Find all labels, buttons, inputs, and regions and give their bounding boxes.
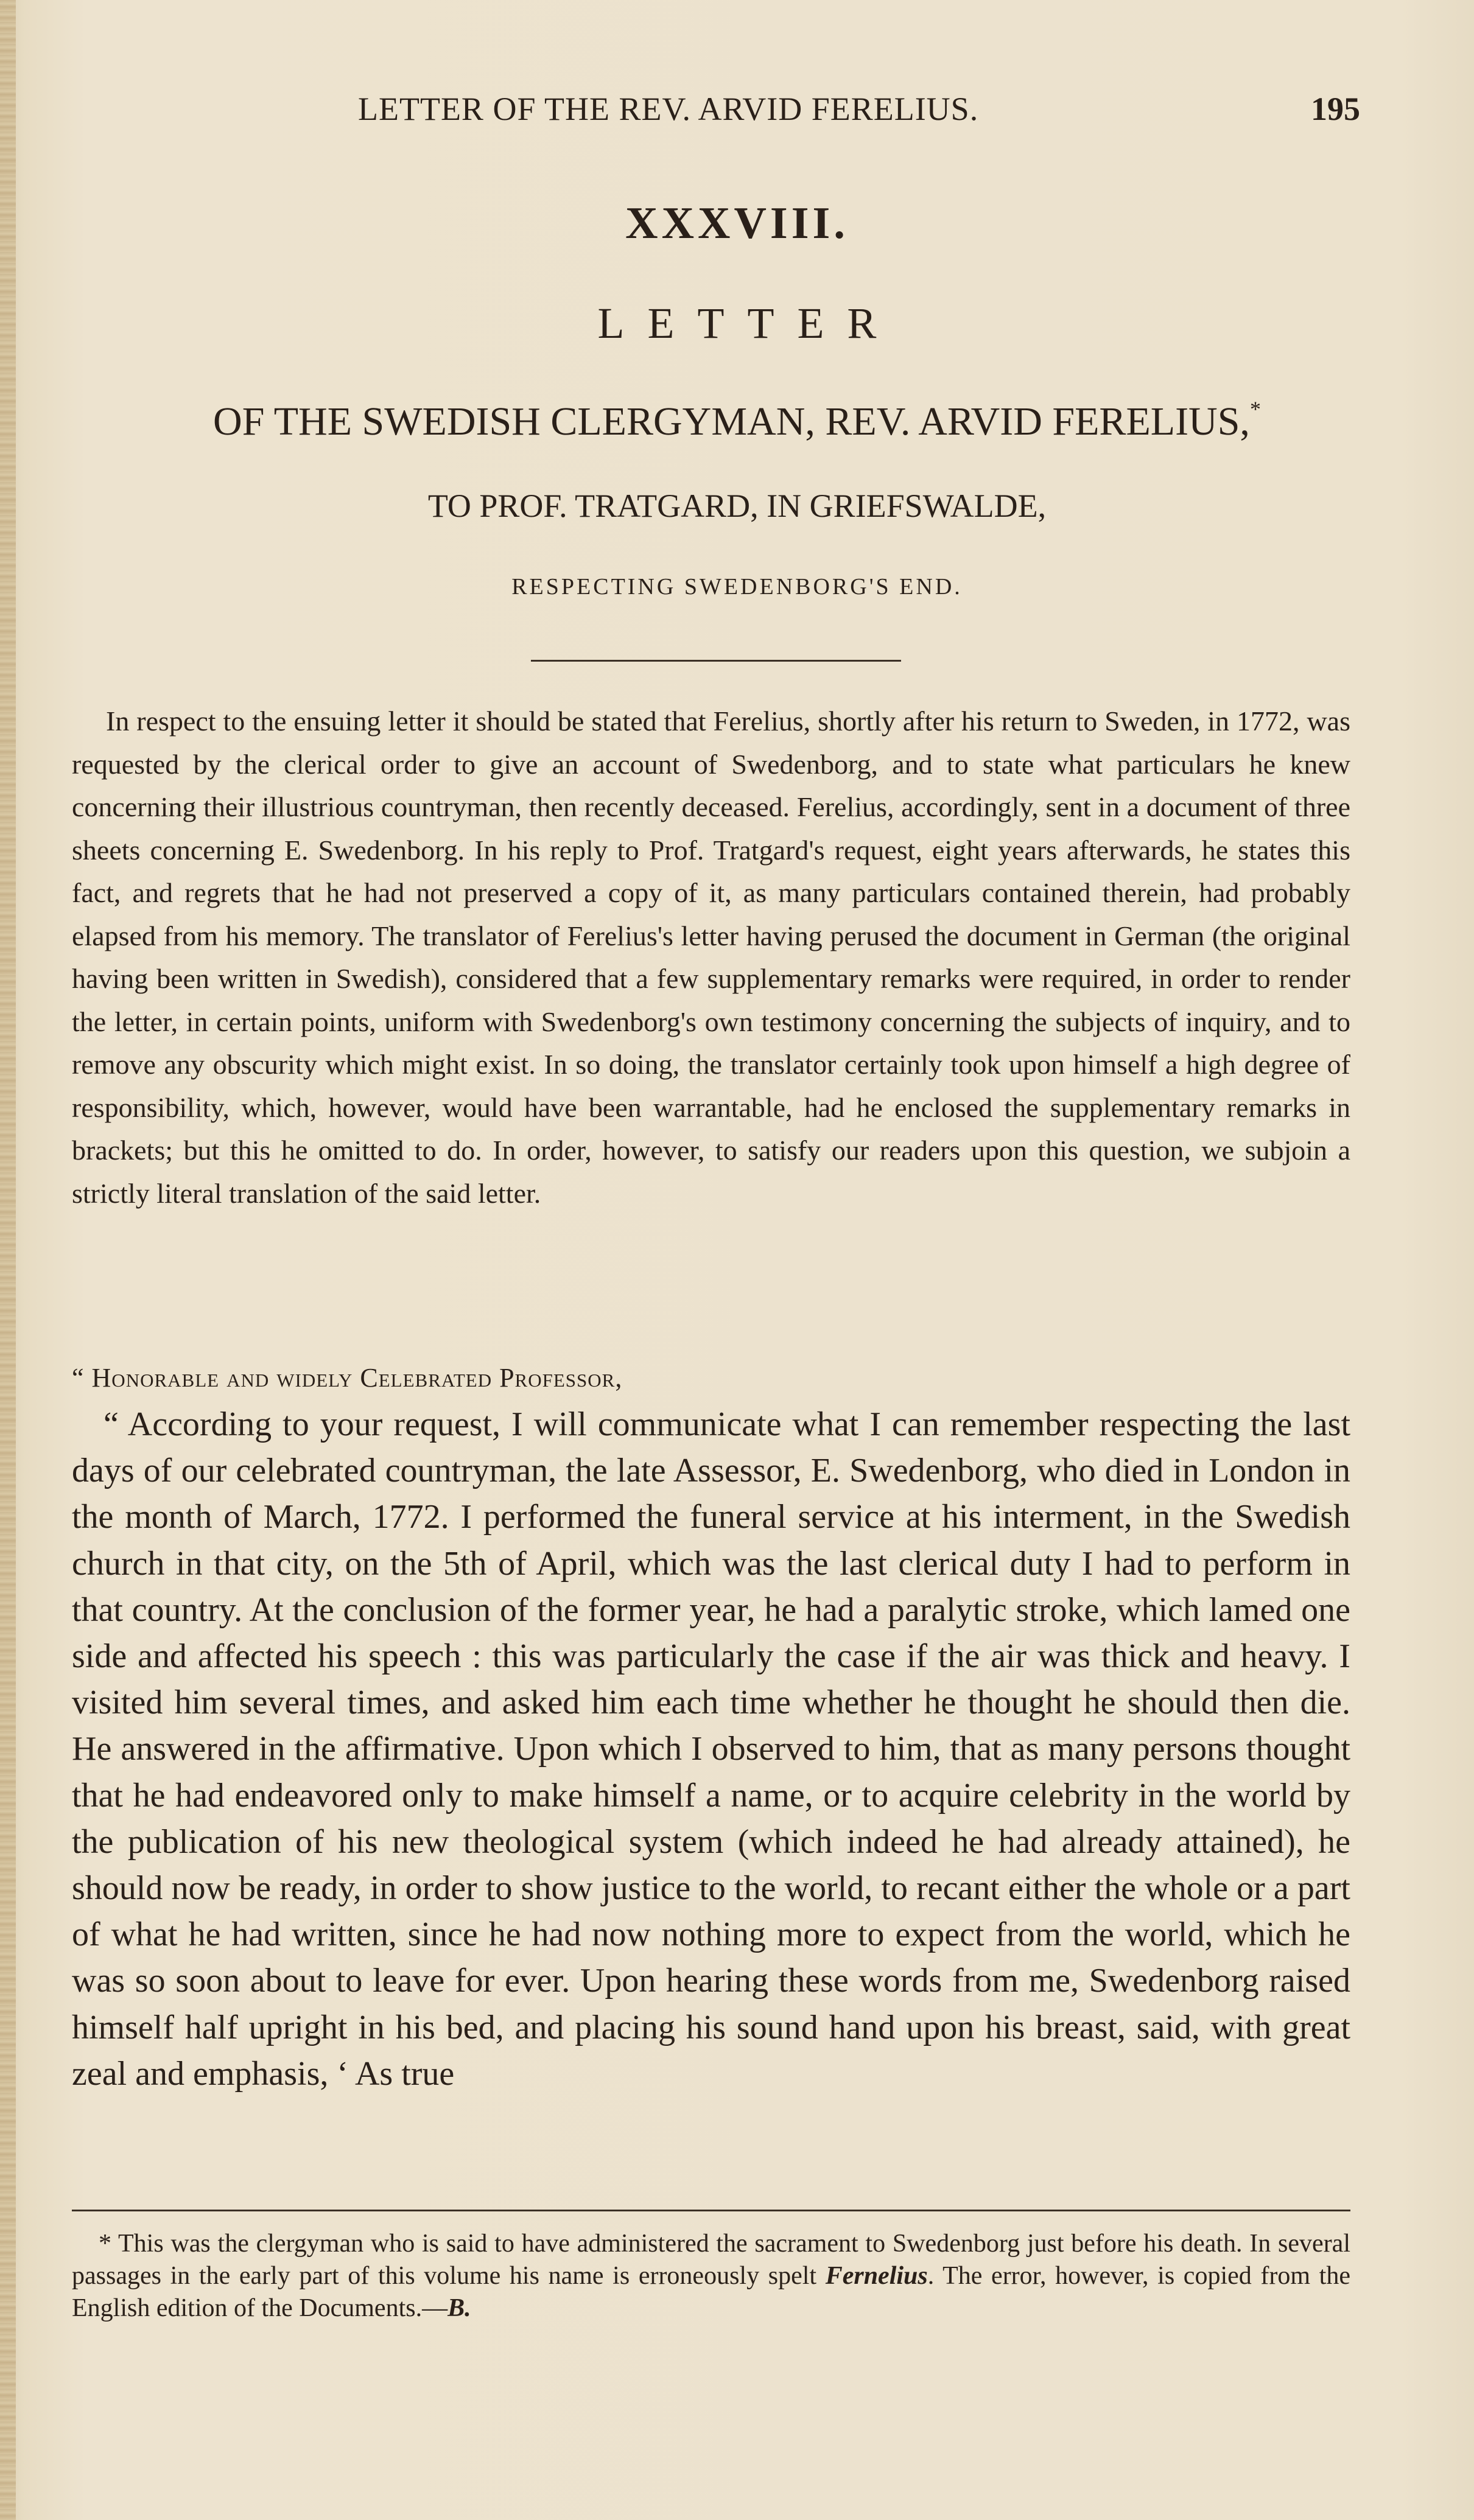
footnote-text-part2: . The error, however, is copied from the English edition of the Documents.—	[72, 2262, 1350, 2322]
letter-body-paragraph: “ According to your request, I will communicate what I can remember respecting the last days of our celebrated countryman, the late Assessor, E. Swedenborg, who died in London in the month of March, 1772. I performed the funeral service at his interment, in the Swedish church in that city, on the 5th of April, which was the last clerical duty I had to perform in that country. At the conclusion of the former year, he had a paralytic stroke, which lamed one side and affected his speech : this was particularly the case if the air was thick and heavy. I visited him several times, and asked him each time whether he thought he should then die. He answered in the affirmative. Upon which I observed to him, that as many persons thought that he had endeavored only to make himself a name, or to acquire celebrity in the world by the publication of his new theological system (which indeed he had already attained), he should now be ready, in order to show justice to the world, to recant either the whole or a part of what he had written, since he had now nothing more to expect from the world, which he was so soon about to leave for ever. Upon hearing these words from me, Swedenborg raised himself half upright in his bed, and placing his sound hand upon his breast, said, with great zeal and emphasis, ‘ As true	[72, 1405, 1350, 2093]
introductory-paragraph: In respect to the ensuing letter it should be stated that Ferelius, shortly after his return to Sweden, in 1772, was requested by the clerical order to give an account of Swedenborg, and to state what particulars he knew concerning their illustrious countryman, then recently deceased. Ferelius, accordingly, sent in a document of three sheets concerning E. Swedenborg. In his reply to Prof. Tratgard's request, eight years afterwards, he states this fact, and regrets that he had not preserved a copy of it, as many particulars contained therein, had probably elapsed from his memory. The translator of Ferelius's letter having perused the document in German (the original having been written in Swedish), considered that a few supplementary remarks were required, in order to render the letter, in certain points, uniform with Swedenborg's own testimony concerning the subjects of inquiry, and to remove any obscurity which might exist. In so doing, the translator certainly took upon himself a high degree of responsibility, which, however, would have been warrantable, had he enclosed the supplementary remarks in brackets; but this he omitted to do. In order, however, to satisfy our readers upon this question, we subjoin a strictly literal translation of the said letter.	[72, 705, 1350, 1209]
footnote-marker: *	[99, 2230, 111, 2258]
footnote-divider	[72, 2210, 1350, 2211]
recipient-line: TO PROF. TRATGARD, IN GRIEFSWALDE,	[427, 488, 1047, 524]
letter-salutation	[72, 1362, 1350, 1393]
section-divider	[531, 660, 901, 662]
subject-line: RESPECTING SWEDENBORG'S END.	[511, 574, 963, 600]
footnote-italic-initial: B.	[447, 2294, 471, 2322]
chapter-title: LETTER	[597, 299, 900, 348]
salutation-text: Honorable and widely Celebrated Professor,	[91, 1363, 623, 1393]
running-head: LETTER OF THE REV. ARVID FERELIUS.	[358, 91, 979, 127]
chapter-numeral: XXXVIII.	[625, 198, 849, 248]
page-header	[358, 90, 1360, 127]
page-spine-edge	[0, 0, 16, 2520]
footnote	[72, 2228, 1350, 2325]
page-number: 195	[1311, 91, 1360, 127]
salutation-quote: “	[72, 1363, 92, 1393]
subtitle-text: OF THE SWEDISH CLERGYMAN, REV. ARVID FERELIUS,	[213, 399, 1250, 444]
footnote-reference-marker: *	[1249, 397, 1261, 421]
footnote-text-part1: This was the clergyman who is said to have administered the sacrament to Swedenborg just before his death. In several passages in the early part of this volume his name is erroneously spelt	[72, 2230, 1350, 2290]
footnote-italic-name: Fernelius	[825, 2262, 928, 2290]
chapter-subtitle	[0, 399, 1474, 445]
